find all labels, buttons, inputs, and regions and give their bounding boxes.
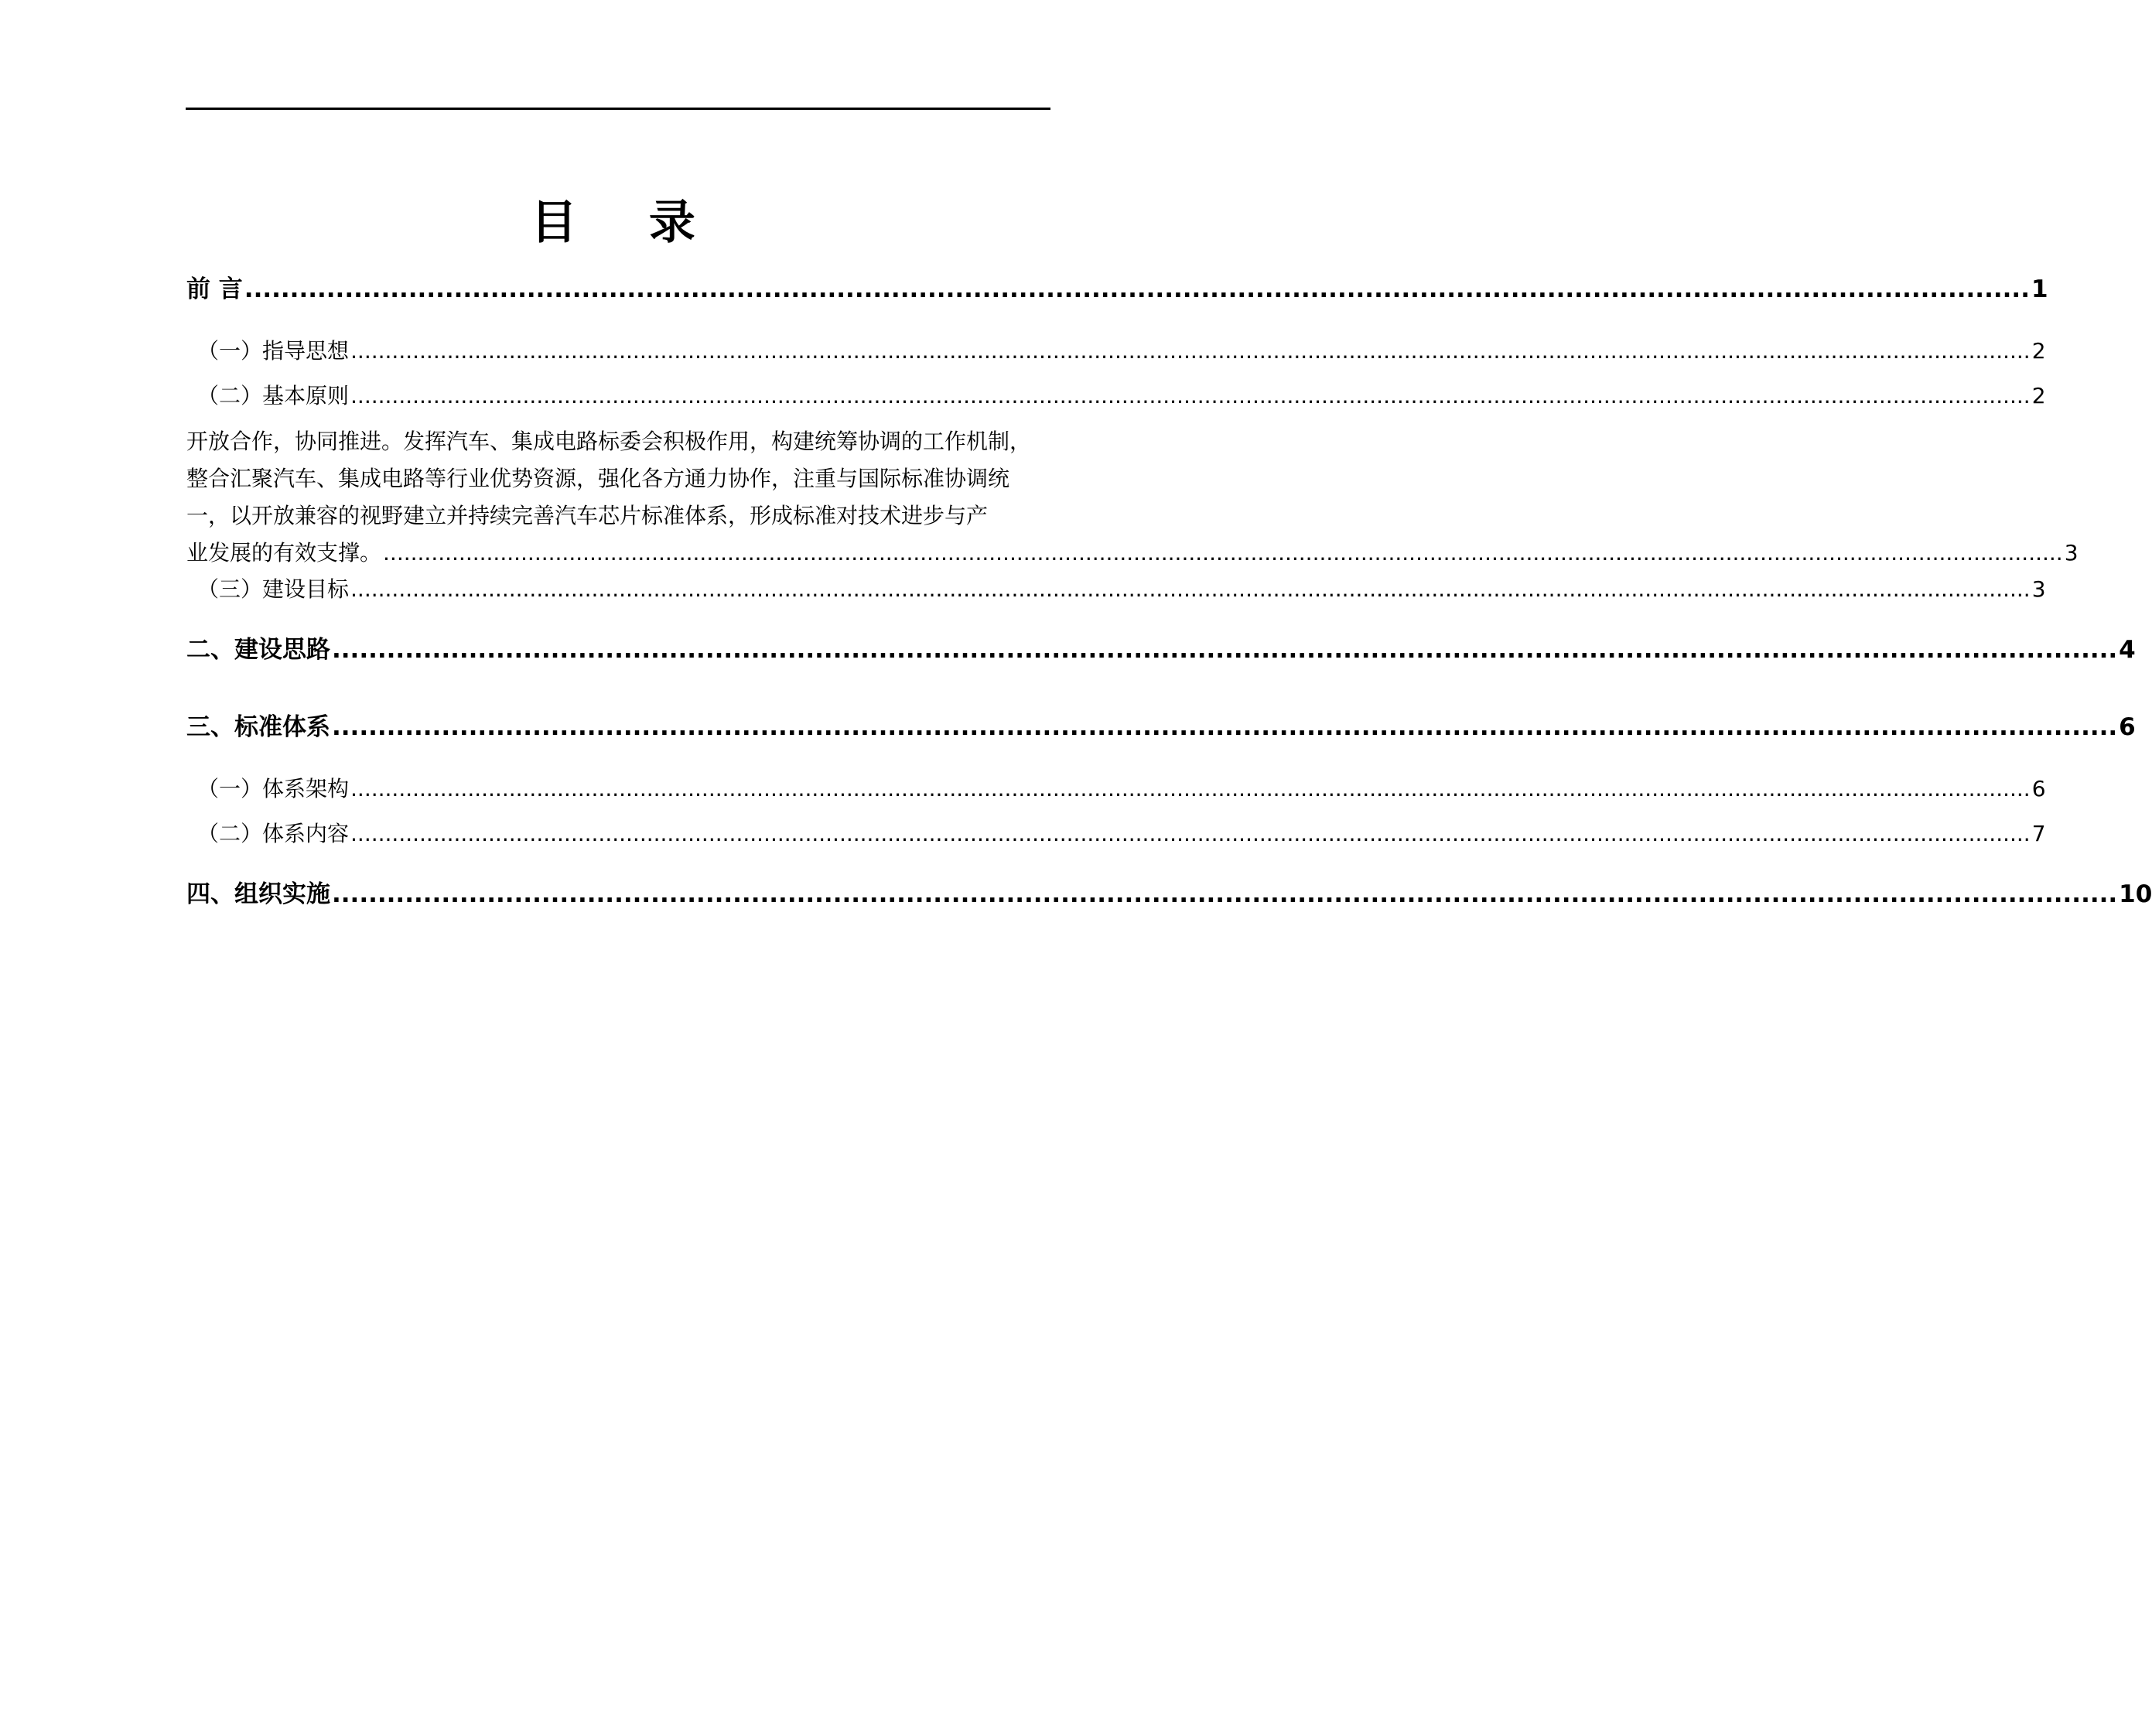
toc-page-number: 6 — [2119, 713, 2136, 741]
toc-leader: .................................................................................................................................................................................................... — [332, 880, 2118, 908]
toc-entry-architecture[interactable] — [186, 774, 2046, 805]
toc-label: （二）体系内容 — [197, 821, 350, 846]
toc-leader: .................................................................................................................................................................................................... — [244, 275, 2030, 303]
toc-leader: .................................................................................................................................................................................................................................................... — [350, 576, 2031, 602]
toc-label: 四、组织实施 — [186, 880, 330, 908]
toc-text-line: 开放合作，协同推进。发挥汽车、集成电路标委会积极作用，构建统筹协调的工作机制， — [186, 429, 1032, 454]
toc-leader: .................................................................................................................................................................................................................................................... — [350, 776, 2031, 801]
toc-leader: .................................................................................................................................................................................................................................................... — [350, 821, 2031, 846]
toc-leader: .................................................................................................................................................................................................... — [332, 636, 2118, 664]
toc-entry-implementation[interactable] — [186, 877, 2152, 911]
toc-page-number: 4 — [2119, 636, 2136, 664]
page-title: 目 录 — [531, 196, 723, 250]
toc-page-number: 3 — [2064, 540, 2079, 566]
toc-page-number: 3 — [2031, 576, 2046, 602]
toc-page-number: 7 — [2031, 821, 2046, 846]
toc-label: （三）建设目标 — [197, 576, 350, 602]
toc-label: 前 言 — [186, 275, 243, 303]
toc-leader: .................................................................................................................................................................................................................................................... — [383, 540, 2063, 566]
toc-page-number: 6 — [2031, 776, 2046, 801]
toc-entry-content[interactable] — [186, 818, 2046, 849]
toc-entry-principle-text[interactable] — [186, 423, 2079, 572]
toc-entry-preface[interactable] — [186, 272, 2048, 306]
toc-leader: .................................................................................................................................................................................................................................................... — [350, 383, 2031, 408]
toc-label: 三、标准体系 — [186, 713, 330, 741]
toc-leader: .................................................................................................................................................................................................... — [332, 713, 2118, 741]
toc-label: 二、建设思路 — [186, 636, 330, 664]
toc-entry-goals[interactable] — [186, 574, 2046, 605]
toc-leader: .................................................................................................................................................................................................................................................... — [350, 338, 2031, 364]
toc-entry-system[interactable] — [186, 710, 2136, 744]
toc-page-number: 1 — [2031, 275, 2048, 303]
toc-text-line: 业发展的有效支撑。 — [186, 540, 382, 566]
toc-entry-principles[interactable] — [186, 381, 2046, 412]
toc-entry-guiding[interactable] — [186, 336, 2046, 367]
toc-text-line: 整合汇聚汽车、集成电路等行业优势资源，强化各方通力协作，注重与国际标准协调统 — [186, 466, 1010, 491]
toc-page-number: 2 — [2031, 383, 2046, 408]
toc-label: （一）体系架构 — [197, 776, 350, 801]
toc-label: （一）指导思想 — [197, 338, 350, 364]
toc-text-line: 一，以开放兼容的视野建立并持续完善汽车芯片标准体系，形成标准对技术进步与产 — [186, 503, 989, 528]
toc-label: （二）基本原则 — [197, 383, 350, 408]
toc-entry-approach[interactable] — [186, 633, 2136, 667]
toc-page-number: 10 — [2119, 880, 2152, 908]
header-rule — [186, 108, 1050, 110]
toc-page-number: 2 — [2031, 338, 2046, 364]
